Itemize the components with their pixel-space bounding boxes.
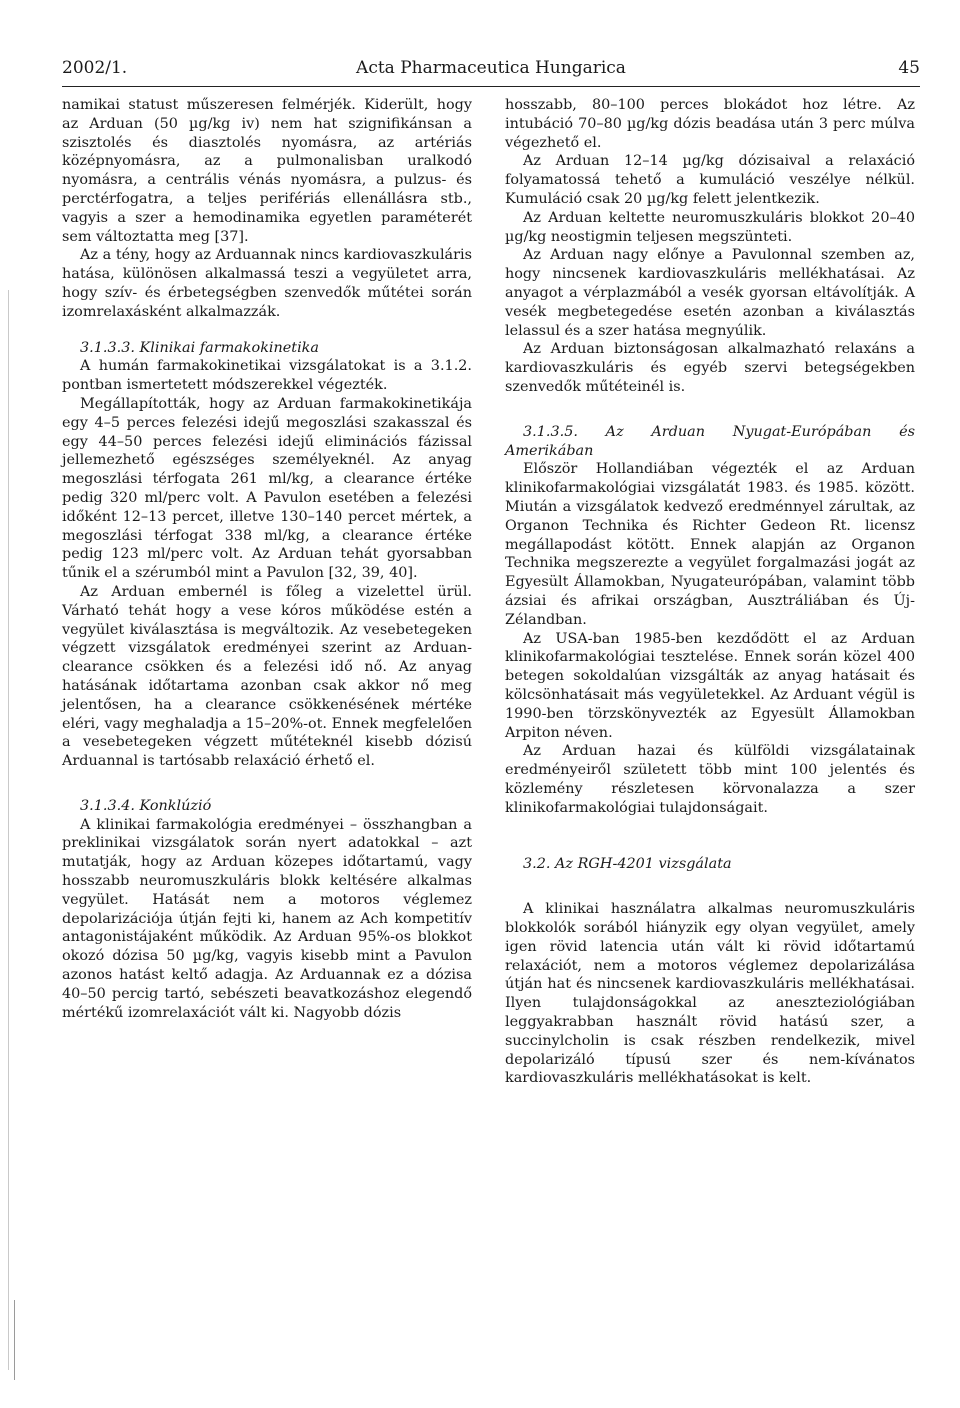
page-number: 45 [898, 58, 920, 78]
paragraph: Először Hollandiában végezték el az Arduan klinikofarmakológiai vizsgálatát 1983. és 1985. között. Miután a vizsgálatok kedvező eredménnyel zárultak, az Organon Technika és Richter Gedeon Rt. licensz megállapodást kötött. Ennek alapján az Organon Technika megszerezte a vegyület forgalmazási jogát az Egyesült Államokban, Nyugateurópában, valamint több ázsiai és afrikai országban, Ausztráliában és Új-Zélandban. [505, 461, 915, 628]
paragraph: Megállapították, hogy az Arduan farmakokinetikája egy 4–5 perces felezési idejű megoszlási szakasszal és egy 44–50 perces felezési idejű eliminációs fázissal jellemezhető egészséges személyeknél. Az anyag megoszlási térfogata 261 ml/kg, a clearance értéke pedig 320 ml/perc volt. A Pavulon esetében a felezési időként 12–13 percet, illetve 130–140 percet mértek, a megoszlási térfogat 338 ml/kg, a clearance értéke pedig 123 ml/perc volt. Az Arduan tehát gyorsabban tűnik el a szérumból mint a Pavulon [32, 39, 40]. [62, 395, 472, 582]
paragraph: Az Arduan hazai és külföldi vizsgálatainak eredményeiről született több mint 100 jelentés és közlemény részletesen körvonalazza a szer klinikofarmakológiai tulajdonságait. [505, 743, 915, 816]
section-heading: 3.1.3.4. Konklúzió [80, 797, 212, 814]
paragraph: hosszabb, 80–100 perces blokádot hoz létre. Az intubáció 70–80 µg/kg dózis beadása után 3 perc múlva végezhető el. [505, 97, 915, 151]
paragraph: Az USA-ban 1985-ben kezdődött el az Arduan klinikofarmakológiai tesztelése. Ennek során közel 400 betegen sokoldalúan vizsgálták az anyag hatásait és kölcsönhatásait más vegyületekkel. Az Arduant végül is 1990-ben törzskönyvezték az Egyesült Államokban Arpiton néven. [505, 630, 915, 741]
paragraph: A humán farmakokinetikai vizsgálatokat is a 3.1.2. pontban ismertetett módszerekkel végezték. [62, 358, 472, 394]
paragraph: A klinikai használatra alkalmas neuromuszkuláris blokkolók sorából hiányzik egy olyan vegyület, amely igen rövid latencia után vált ki rövid időtartamú relaxációt, nem a motoros véglemez depolarizálása útján hat és nincsenek kardiovaszkuláris mellékhatásai. Ilyen tulajdonságokkal az aneszteziológiában leggyakrabban használt rövid hatású szer, a succinylcholin is csak részben rendelkezik, mivel depolarizáló típusú szer és nem-kívánatos kardiovaszkuláris mellékhatásokat is kelt. [505, 901, 915, 1087]
scan-margin-line [8, 290, 9, 1370]
paragraph: Az Arduan keltette neuromuszkuláris blokkot 20–40 µg/kg neostigmin teljesen megszünteti. [505, 209, 915, 245]
paragraph: A klinikai farmakológia eredményei – összhangban a preklinikai vizsgálatok során nyert adatokkal – azt mutatják, hogy az Arduan közepes időtartamú, vagy hosszabb neuromuszkuláris blokk keltésére alkalmas vegyület. Hatását nem a motoros véglemez depolarizációja útján fejti ki, hanem az Ach kompetitív antagonistájaként működik. Az Arduan 95%-os blokkot okozó dózisa 50 µg/kg, vagyis kisebb mint a Pavulon azonos hatást keltő adagja. Az Arduannak ez a dózisa 40–50 percig tartó, sebészeti beavatkozáshoz elegendő mértékű izomrelaxációt vált ki. Nagyobb dózis [62, 816, 472, 1021]
paragraph: Az a tény, hogy az Arduannak nincs kardiovaszkuláris hatása, különösen alkalmassá teszi a vegyületet arra, hogy szív- és érbetegségben szenvedők műtétei során izomrelaxásként alkalmazzák. [62, 247, 472, 320]
scan-margin-mark [14, 1300, 15, 1380]
paragraph: Az Arduan nagy előnye a Pavulonnal szemben az, hogy nincsenek kardiovaszkuláris mellékhatásai. Az anyagot a vérplazmából a vesék gyorsan eltávolítják. A vesék megbetegedése esetén azonban a kiválasztás lelassul és a szer hatása megnyúlik. [505, 247, 915, 339]
paragraph: namikai statust műszeresen felmérjék. Kiderült, hogy az Arduan (50 µg/kg iv) nem hat szignifikánsan a szisztolés és diasztolés nyomásra, az artériás középnyomásra, az a pulmonalisban uralkodó nyomásra, a centrális vénás nyomásra, a pulzus- és perctérfogatra, a teljes perifériás ellenállásra stb., vagyis a szer a hemodinamika egyetlen paraméterét sem változtatta meg [37]. [62, 97, 472, 245]
page-header [62, 58, 920, 87]
section-heading: 3.2. Az RGH-4201 vizsgálata [523, 856, 732, 873]
paragraph: Az Arduan embernél is főleg a vizelettel ürül. Várható tehát hogy a vese kóros működése estén a vegyület kiválasztása is megváltozik. Az vesebetegeken végzett vizsgálatok eredményei szerint az Arduan-clearance csökken és a felezési idő nő. Az anyag hatásának időtartama azonban csak akkor nő meg jelentősen, ha a clearance csökkenésének mértéke eléri, vagy meghaladja a 15–20%-ot. Ennek megfelelően a vesebetegeken végzett műtéteknél kisebb dózisú Arduannal is tartósabb relaxáció érhető el. [62, 583, 472, 770]
journal-title: Acta Pharmaceutica Hungarica [356, 58, 626, 78]
left-column [62, 96, 472, 1022]
right-column [505, 96, 915, 1088]
section-heading: 3.1.3.5. Az Arduan Nyugat-Európában és Amerikában [505, 423, 915, 459]
issue-number: 2002/1. [62, 58, 128, 78]
section-heading: 3.1.3.3. Klinikai farmakokinetika [80, 339, 319, 356]
paragraph: Az Arduan biztonságosan alkalmazható relaxáns a kardiovaszkuláris és egyéb szervi betegségekben szenvedők műtéteinél is. [505, 341, 915, 395]
paragraph: Az Arduan 12–14 µg/kg dózisaival a relaxáció folyamatossá tehető a kumuláció veszélye nélkül. Kumuláció csak 20 µg/kg felett jelentkezik. [505, 153, 915, 207]
